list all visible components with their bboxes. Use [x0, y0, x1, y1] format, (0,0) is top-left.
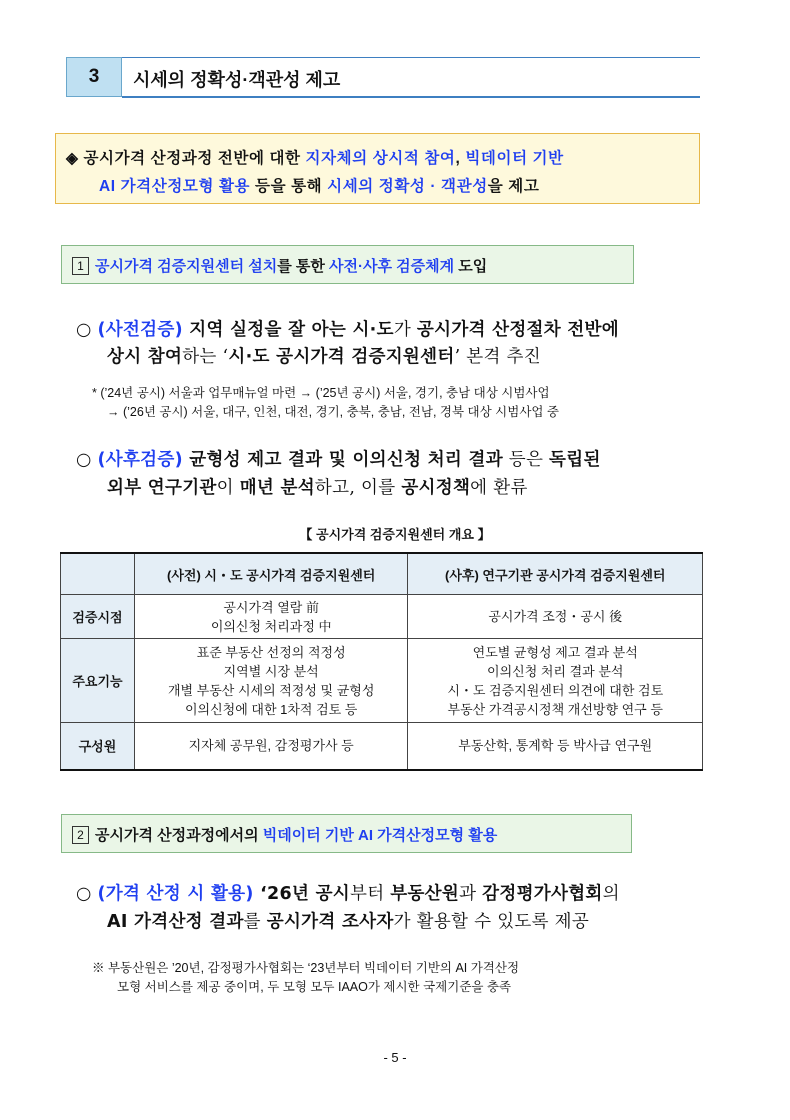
table-cell-line: 이의신청 처리 결과 분석 — [487, 663, 624, 679]
text-run: ’ 본격 추진 — [454, 347, 541, 367]
text-run: 공시가격 조사자 — [266, 912, 394, 932]
text-run: 과 — [459, 884, 483, 904]
text-run: 가 활용할 수 있도록 제공 — [393, 912, 590, 932]
summary-box — [55, 133, 700, 204]
summary-bullet-icon: ◈ — [66, 150, 79, 167]
text-run: ‘26년 공시 — [253, 884, 350, 904]
section-title: 시세의 정확성·객관성 제고 — [133, 70, 341, 90]
bullet-post-check-line-1 — [76, 446, 601, 471]
table-caption: 【 공시가격 검증지원센터 개요 】 — [299, 527, 491, 542]
bullet-post-check-text-2 — [107, 478, 528, 498]
text-run: 가 — [393, 320, 417, 340]
subsection-2-header — [61, 814, 632, 853]
text-run: 외부 연구기관 — [107, 478, 217, 498]
section-top-rule — [122, 57, 700, 58]
bullet-marker: ○ — [76, 884, 92, 904]
table-cell-post — [408, 723, 703, 770]
text-run: 하고, 이를 — [314, 478, 402, 498]
subsection-2-number: 2 — [72, 826, 89, 844]
text-run: 시·도 공시가격 검증지원센터 — [228, 347, 455, 367]
table-row-label: 주요기능 — [61, 639, 135, 723]
table-cell-line: 이의신청 처리과정 中 — [210, 618, 332, 634]
section-bottom-rule — [122, 96, 700, 98]
text-run: 하는 ‘ — [182, 347, 229, 367]
table-row — [61, 595, 703, 639]
text-run: 를 — [243, 912, 267, 932]
text-run: 빅데이터 기반 AI 가격산정모형 활용 — [262, 827, 498, 844]
text-run: 공시가격 산정절차 전반에 — [416, 320, 619, 340]
text-run: (사후검증) — [97, 450, 183, 470]
text-run: 매년 분석 — [239, 478, 315, 498]
section-number: 3 — [66, 57, 122, 97]
page-number: - 5 - — [383, 1050, 407, 1065]
text-run: 상시 참여 — [107, 347, 183, 367]
table-cell-line: 지자체 공무원, 감정평가사 등 — [188, 738, 354, 754]
text-run: 공시가격 검증지원센터 설치 — [95, 258, 278, 275]
table-row-label: 구성원 — [61, 723, 135, 770]
table-cell-line: 이의신청에 대한 1차적 검토 등 — [184, 701, 358, 717]
note-ai-line-1: ※ 부동산원은 ’20년, 감정평가사협회는 ‘23년부터 빅데이터 기반의 AI 가격산정 — [92, 961, 520, 975]
table-cell-line: 연도별 균형성 제고 결과 분석 — [472, 644, 638, 660]
text-run: 공시정책 — [401, 478, 471, 498]
text-run: 독립된 — [549, 450, 601, 470]
text-run: 등은 — [502, 450, 550, 470]
table-cell-post — [408, 595, 703, 639]
table-cell-line: 부동산학, 통계학 등 박사급 연구원 — [458, 738, 653, 754]
text-run: 공시가격 산정과정에서의 — [95, 827, 263, 844]
bullet-ai-line-1 — [76, 880, 620, 905]
text-run: 공시가격 산정과정 전반에 대한 — [83, 150, 306, 167]
note-pilot-line-1: * (’24년 공시) 서울과 업무매뉴얼 마련 → (’25년 공시) 서울, 경기, 충남 대상 시범사업 — [92, 386, 550, 400]
text-run: , — [455, 150, 466, 167]
summary-line-2 — [99, 174, 539, 196]
bullet-post-check-line-2 — [107, 474, 528, 499]
summary-line-1-text — [83, 150, 563, 167]
text-run: 지자체의 상시적 참여 — [305, 150, 456, 167]
text-run: 빅데이터 기반 — [465, 150, 564, 167]
note-ai-line-2: 모형 서비스를 제공 중이며, 두 모형 모두 IAAO가 제시한 국제기준을 충족 — [117, 980, 512, 994]
table-cell-line: 지역별 시장 분석 — [223, 663, 319, 679]
table-row — [61, 639, 703, 723]
bullet-ai-line-2 — [107, 908, 589, 933]
subsection-2-title — [95, 827, 497, 844]
table-header-post: (사후) 연구기관 공시가격 검증지원센터 — [408, 553, 703, 595]
bullet-pre-check-text-2 — [107, 347, 541, 367]
subsection-1-number: 1 — [72, 257, 89, 275]
table-row — [61, 723, 703, 770]
table-cell-line: 시・도 검증지원센터 의견에 대한 검토 — [447, 682, 664, 698]
text-run: 균형성 제고 결과 및 이의신청 처리 결과 — [182, 450, 503, 470]
text-run: 부터 — [349, 884, 391, 904]
table-cell-line: 공시가격 조정・공시 後 — [488, 609, 623, 624]
table-cell-post — [408, 639, 703, 723]
table-header-empty — [61, 553, 135, 595]
text-run: 사전·사후 검증체계 — [329, 258, 455, 275]
table-cell-line: 공시가격 열람 前 — [223, 599, 319, 615]
table-cell-line: 표준 부동산 선정의 적정성 — [196, 644, 346, 660]
bullet-pre-check-line-1 — [76, 316, 619, 341]
bullet-ai-text-1 — [97, 884, 619, 904]
text-run: 이 — [216, 478, 240, 498]
table-row-label: 검증시점 — [61, 595, 135, 639]
text-run: 도입 — [454, 258, 488, 275]
text-run: 에 환류 — [470, 478, 528, 498]
bullet-marker: ○ — [76, 450, 92, 470]
text-run: 지역 실정을 잘 아는 시·도 — [182, 320, 394, 340]
summary-line-2-text — [99, 178, 539, 195]
table-header-pre: (사전) 시・도 공시가격 검증지원센터 — [134, 553, 408, 595]
bullet-pre-check-text-1 — [97, 320, 619, 340]
text-run: 감정평가사협회 — [482, 884, 603, 904]
text-run: 등을 통해 — [250, 178, 328, 195]
text-run: AI 가격산정모형 활용 — [99, 178, 251, 195]
text-run: (가격 산정 시 활용) — [97, 884, 254, 904]
text-run: 를 통한 — [277, 258, 330, 275]
text-run: 시세의 정확성 · 객관성 — [327, 178, 488, 195]
note-pilot-line-2: → (’26년 공시) 서울, 대구, 인천, 대전, 경기, 충북, 충남, 전남, 경북 대상 시범사업 중 — [107, 405, 560, 419]
bullet-ai-text-2 — [107, 912, 589, 932]
table-cell-line: 개별 부동산 시세의 적정성 및 균형성 — [167, 682, 375, 698]
text-run: 의 — [602, 884, 620, 904]
bullet-marker: ○ — [76, 320, 92, 340]
text-run: 부동산원 — [390, 884, 460, 904]
subsection-1-header — [61, 245, 634, 284]
text-run: (사전검증) — [97, 320, 183, 340]
text-run: 을 제고 — [487, 178, 540, 195]
bullet-post-check-text-1 — [97, 450, 600, 470]
subsection-1-title — [95, 258, 487, 275]
table-header-row — [61, 553, 703, 595]
table-cell-line: 부동산 가격공시정책 개선방향 연구 등 — [447, 701, 663, 717]
bullet-pre-check-line-2 — [107, 343, 541, 368]
overview-table — [60, 552, 703, 771]
table-cell-pre — [134, 595, 408, 639]
table-cell-pre — [134, 723, 408, 770]
summary-line-1 — [66, 146, 564, 168]
text-run: AI 가격산정 결과 — [107, 912, 244, 932]
table-cell-pre — [134, 639, 408, 723]
